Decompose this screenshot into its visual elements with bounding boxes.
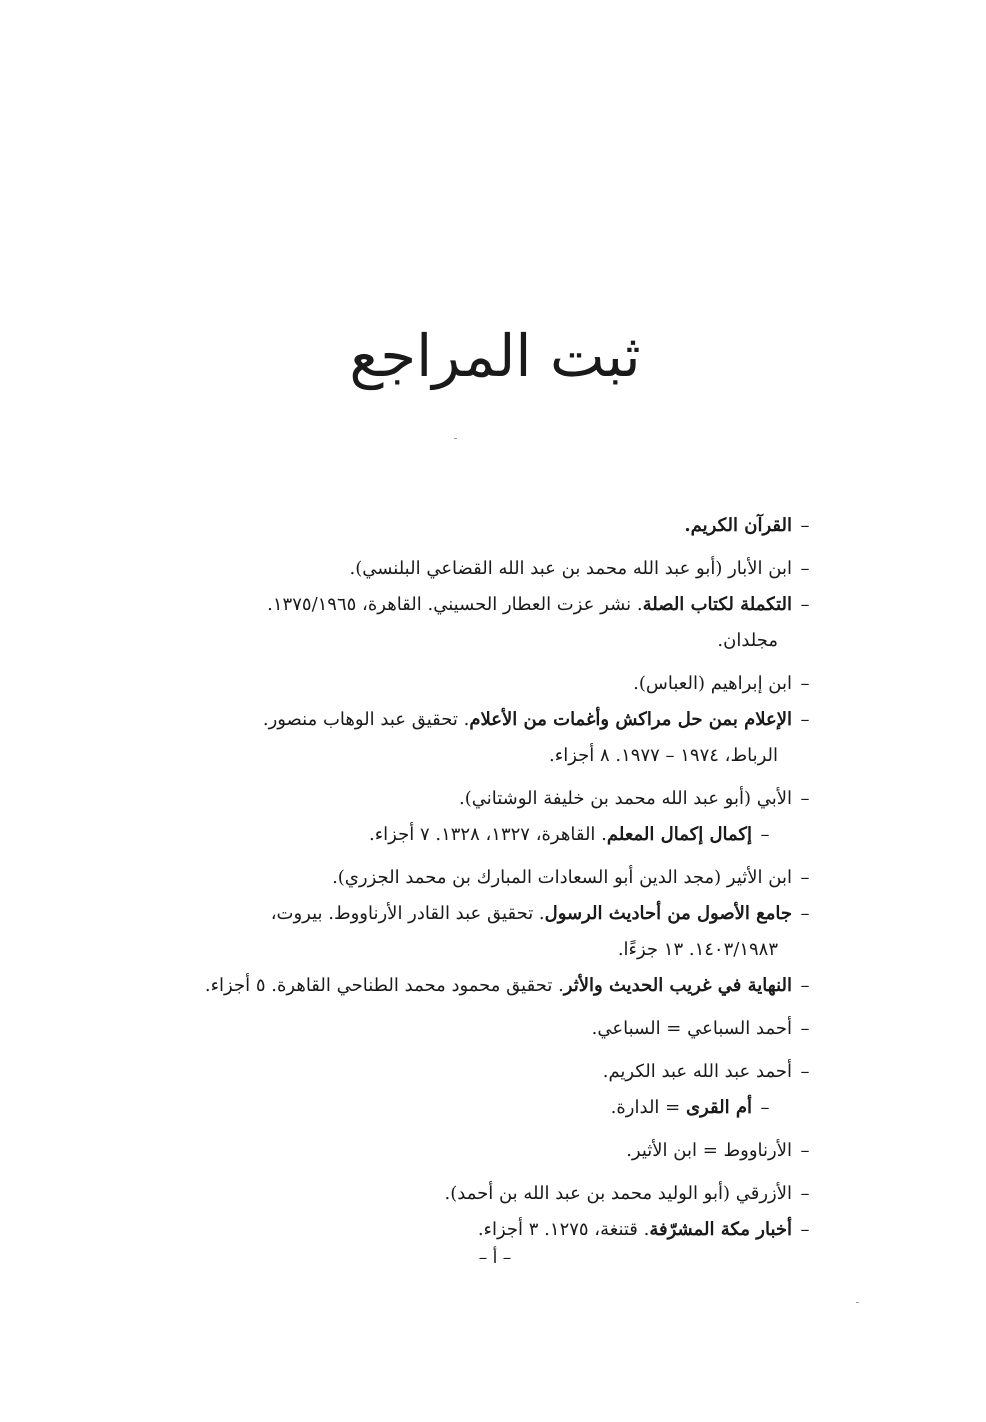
work-title: النهاية في غريب الحديث والأثر	[563, 975, 792, 996]
entry-dash: –	[800, 975, 810, 996]
entry-dash: –	[760, 824, 770, 845]
work-details: . تحقيق عبد القادر الأرناووط. بيروت،	[270, 903, 545, 924]
author-name: ابن الأبار (أبو عبد الله محمد بن عبد الله القضاعي البلنسي).	[349, 558, 792, 579]
entry-dash: –	[800, 1140, 810, 1161]
page-number: – أ –	[478, 1248, 512, 1268]
work-title: جامع الأصول من أحاديث الرسول	[544, 903, 792, 924]
work-title: الإعلام بمن حل مراكش وأغمات من الأعلام	[469, 709, 792, 730]
reference-work	[158, 587, 818, 623]
reference-entry	[158, 508, 818, 544]
entry-dash: –	[800, 867, 810, 888]
scan-speck	[856, 1302, 859, 1303]
author-name: ابن إبراهيم (العباس).	[633, 673, 792, 694]
reference-work	[158, 702, 818, 738]
entry-dash: –	[800, 1018, 810, 1039]
entry-dash: –	[800, 1219, 810, 1240]
page-title: ثبت المراجع	[349, 322, 641, 390]
author-name: ابن الأثير (مجد الدين أبو السعادات المبارك بن محمد الجزري).	[332, 867, 792, 888]
reference-work	[158, 1090, 818, 1126]
work-details: . تحقيق عبد الوهاب منصور.	[262, 709, 470, 730]
work-details: . نشر عزت العطار الحسيني. القاهرة، ١٣٧٥/١٩٦٥.	[267, 594, 643, 615]
work-details: . القاهرة، ١٣٢٧، ١٣٢٨. ٧ أجزاء.	[369, 824, 607, 845]
reference-author	[158, 1011, 818, 1047]
entry-dash: –	[760, 1097, 770, 1118]
work-details: . قتنغة، ١٢٧٥. ٣ أجزاء.	[477, 1219, 650, 1240]
entry-dash: –	[800, 1061, 810, 1082]
work-continuation: الرباط، ١٩٧٤ – ١٩٧٧. ٨ أجزاء.	[549, 745, 778, 766]
reference-work	[158, 817, 818, 853]
reference-author	[158, 551, 818, 587]
entry-dash: –	[800, 594, 810, 615]
reference-title: القرآن الكريم.	[684, 515, 792, 536]
reference-author	[158, 1054, 818, 1090]
reference-work	[158, 896, 818, 932]
entry-dash: –	[800, 903, 810, 924]
work-continuation: مجلدان.	[717, 630, 778, 651]
work-title: إكمال إكمال المعلم	[606, 824, 752, 845]
author-name: أحمد عبد الله عبد الكريم.	[602, 1061, 792, 1082]
reference-author	[158, 781, 818, 817]
work-title: أم القرى	[685, 1097, 752, 1118]
author-name: الأرناووط = ابن الأثير.	[626, 1140, 792, 1161]
entry-dash: –	[800, 709, 810, 730]
work-title: التكملة لكتاب الصلة	[642, 594, 792, 615]
reference-author	[158, 666, 818, 702]
reference-author	[158, 860, 818, 896]
reference-author	[158, 1176, 818, 1212]
reference-work	[158, 1212, 818, 1248]
author-name: الأزرقي (أبو الوليد محمد بن عبد الله بن أحمد).	[444, 1183, 792, 1204]
entry-dash: –	[800, 558, 810, 579]
entry-dash: –	[800, 515, 810, 536]
entry-dash: –	[800, 788, 810, 809]
author-name: الأبي (أبو عبد الله محمد بن خليفة الوشتاني).	[458, 788, 792, 809]
work-title: أخبار مكة المشرّفة	[649, 1219, 792, 1240]
author-name: أحمد السباعي = السباعي.	[591, 1018, 792, 1039]
scan-speck	[454, 438, 457, 439]
entry-dash: –	[800, 673, 810, 694]
reference-author	[158, 1133, 818, 1169]
work-details: = الدارة.	[610, 1097, 686, 1118]
work-continuation: ١٤٠٣/١٩٨٣. ١٣ جزءًا.	[617, 939, 778, 960]
work-details: . تحقيق محمود محمد الطناحي القاهرة. ٥ أجزاء.	[204, 975, 564, 996]
reference-list	[158, 508, 818, 1248]
entry-dash: –	[800, 1183, 810, 1204]
reference-work	[158, 968, 818, 1004]
